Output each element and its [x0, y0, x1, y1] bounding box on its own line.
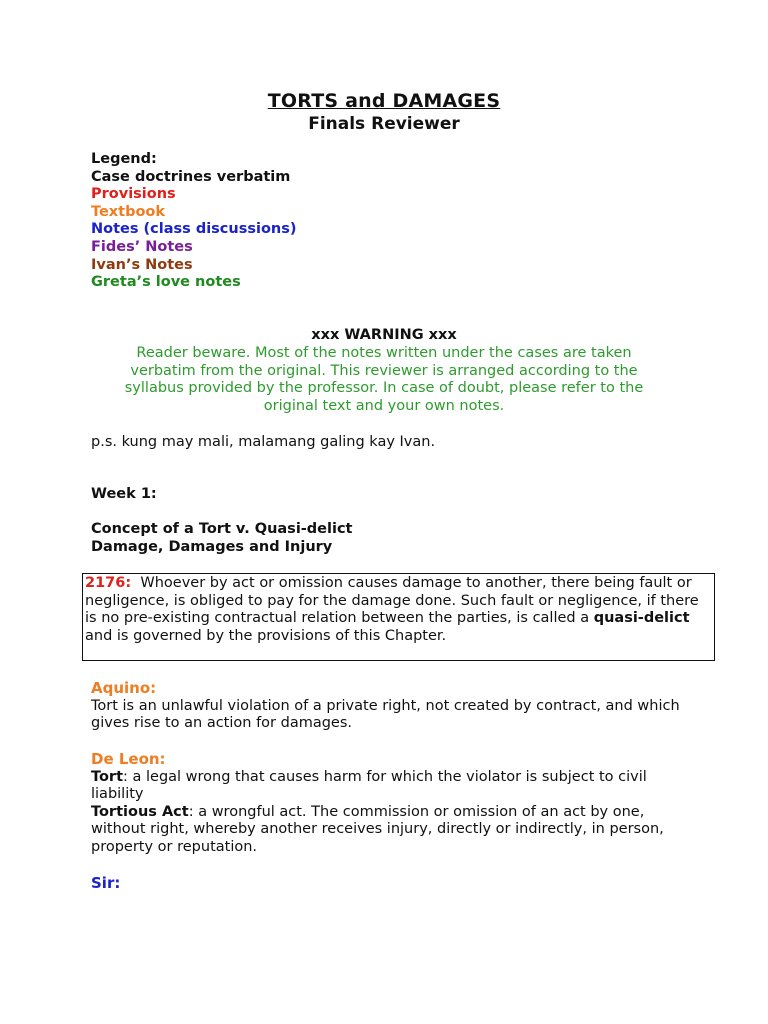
aquino-heading: Aquino: [91, 679, 157, 697]
postscript: p.s. kung may mali, malamang galing kay Ivan. [91, 434, 436, 450]
legend-item-textbook: Textbook [91, 203, 166, 220]
deleon-heading: De Leon: [91, 750, 166, 768]
provision-box-2176 [82, 573, 715, 661]
legend [91, 151, 297, 292]
document-title: TORTS and DAMAGES [267, 90, 501, 112]
warning-title: xxx WARNING xxx [311, 327, 457, 343]
document-subtitle: Finals Reviewer [308, 114, 460, 134]
aquino-text: Tort is an unlawful violation of a private right, not created by contract, and which gives rise to an action for damages. [91, 697, 680, 732]
deleon-tortious-term: Tortious Act [91, 803, 189, 820]
section-de-leon [91, 751, 691, 857]
deleon-tort-definition [91, 769, 691, 804]
section-sir [91, 875, 691, 893]
deleon-tortious-def: : a wrongful act. The commission or omission of an act by one, without right, whereby another receives injury, directly or indirectly, in person, property or reputation. [91, 803, 664, 855]
section-aquino [91, 680, 691, 733]
provision-bold-term: quasi-delict [593, 610, 690, 627]
topic-damage-damages-injury: Damage, Damages and Injury [91, 539, 333, 555]
legend-item-provisions: Provisions [91, 186, 176, 203]
legend-label: Legend: [91, 151, 157, 167]
provision-number: 2176: [85, 575, 132, 591]
provision-text-after: and is governed by the provisions of this Chapter. [85, 627, 447, 644]
sir-heading: Sir: [91, 874, 121, 892]
deleon-tortious-act-definition [91, 804, 691, 857]
legend-item-notes: Notes (class discussions) [91, 221, 297, 238]
topic-tort-vs-quasi-delict: Concept of a Tort v. Quasi-delict [91, 521, 353, 537]
topic-list [91, 520, 352, 556]
deleon-tort-term: Tort [91, 768, 124, 785]
warning-body: Reader beware. Most of the notes written under the cases are taken verbatim from the original. This reviewer is arranged according to the syllabus provided by the professor. In case of doubt, please refer to the original text and your own notes. [124, 345, 644, 414]
legend-item-case-doctrines: Case doctrines verbatim [91, 168, 291, 185]
legend-item-fides-notes: Fides’ Notes [91, 238, 193, 255]
provision-text-before: Whoever by act or omission causes damage to another, there being fault or negligence, is obliged to pay for the damage done. Such fault or negligence, if there is no pre-existing contractual relation between the parties, is called a [85, 575, 699, 627]
legend-item-gretas-notes: Greta’s love notes [91, 274, 241, 291]
legend-item-ivans-notes: Ivan’s Notes [91, 256, 193, 273]
deleon-tort-def: : a legal wrong that causes harm for which the violator is subject to civil liability [91, 768, 647, 803]
week-heading: Week 1: [91, 486, 157, 502]
